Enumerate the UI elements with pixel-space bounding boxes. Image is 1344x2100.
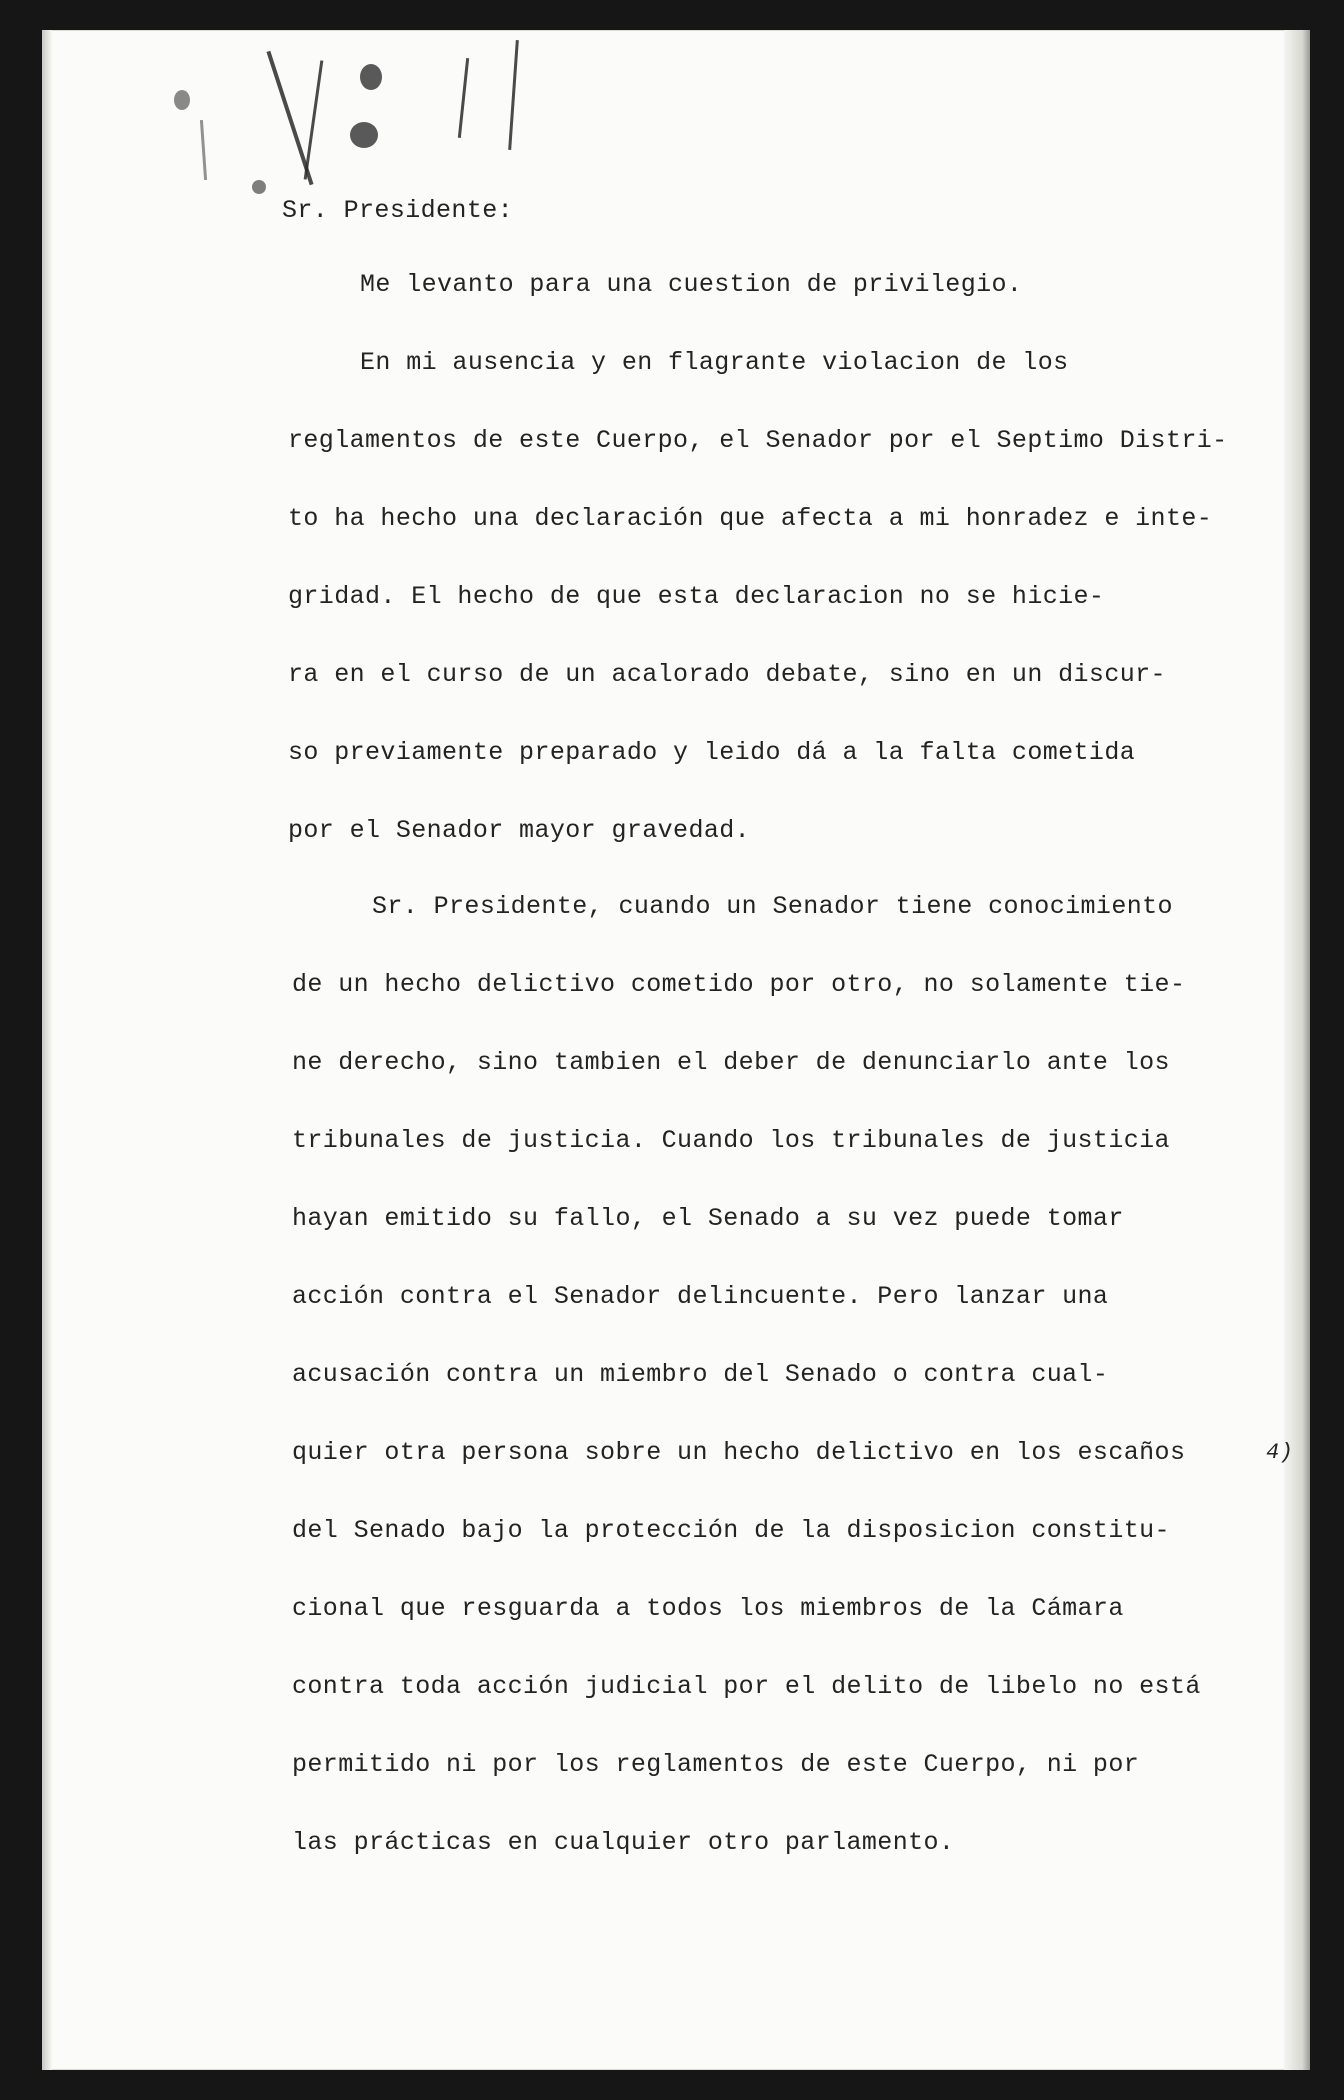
body-line: ne derecho, sino tambien el deber de denunciarlo ante los bbox=[292, 1048, 1170, 1077]
body-line: del Senado bajo la protección de la disposicion constitu- bbox=[292, 1516, 1170, 1545]
paper-edge-left bbox=[42, 30, 52, 2070]
body-line: tribunales de justicia. Cuando los tribunales de justicia bbox=[292, 1126, 1170, 1155]
typewritten-page bbox=[42, 30, 1310, 2070]
body-line: En mi ausencia y en flagrante violacion de los bbox=[360, 348, 1069, 377]
body-line: de un hecho delictivo cometido por otro, no solamente tie- bbox=[292, 970, 1186, 999]
body-line: contra toda acción judicial por el delito de libelo no está bbox=[292, 1672, 1201, 1701]
body-line: acción contra el Senador delincuente. Pero lanzar una bbox=[292, 1282, 1109, 1311]
body-line: reglamentos de este Cuerpo, el Senador por el Septimo Distri- bbox=[288, 426, 1228, 455]
body-line: to ha hecho una declaración que afecta a mi honradez e inte- bbox=[288, 504, 1213, 533]
paper-edge-right bbox=[1284, 30, 1310, 2070]
body-line: Sr. Presidente, cuando un Senador tiene conocimiento bbox=[372, 892, 1173, 921]
body-line: Me levanto para una cuestion de privilegio. bbox=[360, 270, 1023, 299]
ink-stroke bbox=[458, 58, 469, 138]
body-line: acusación contra un miembro del Senado o contra cual- bbox=[292, 1360, 1109, 1389]
ink-blot bbox=[350, 122, 378, 148]
body-line: hayan emitido su fallo, el Senado a su vez puede tomar bbox=[292, 1204, 1124, 1233]
body-line: cional que resguarda a todos los miembros de la Cámara bbox=[292, 1594, 1124, 1623]
body-line: permitido ni por los reglamentos de este Cuerpo, ni por bbox=[292, 1750, 1140, 1779]
ink-blot bbox=[360, 64, 382, 90]
margin-note: 4) bbox=[1266, 1440, 1294, 1465]
body-line: gridad. El hecho de que esta declaracion no se hicie- bbox=[288, 582, 1105, 611]
ink-blot bbox=[252, 180, 266, 194]
ink-stroke bbox=[304, 60, 324, 179]
body-line: so previamente preparado y leido dá a la falta cometida bbox=[288, 738, 1136, 767]
body-line: las prácticas en cualquier otro parlamento. bbox=[292, 1828, 955, 1857]
ink-stroke bbox=[508, 40, 519, 150]
body-line: por el Senador mayor gravedad. bbox=[288, 816, 751, 845]
ink-stroke bbox=[200, 120, 207, 180]
body-line: quier otra persona sobre un hecho delictivo en los escaños bbox=[292, 1438, 1186, 1467]
salutation: Sr. Presidente: bbox=[282, 196, 514, 225]
ink-blot bbox=[174, 90, 190, 110]
body-line: ra en el curso de un acalorado debate, sino en un discur- bbox=[288, 660, 1166, 689]
